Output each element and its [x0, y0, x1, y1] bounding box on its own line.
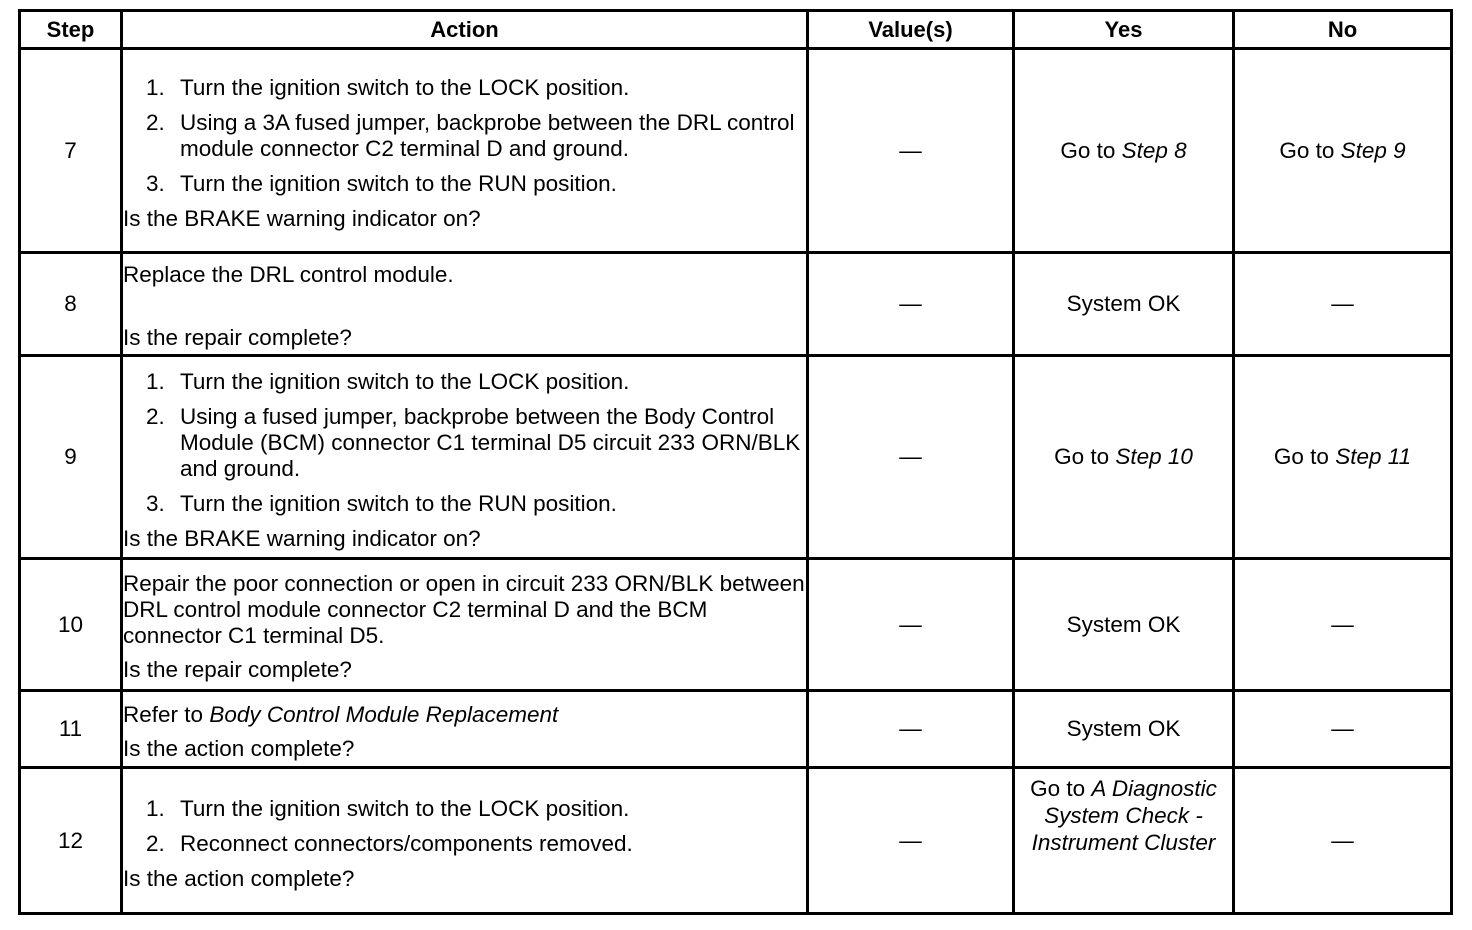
action-cell	[122, 356, 808, 559]
yes-cell: Go to A Diagnostic System Check - Instrument Cluster	[1014, 768, 1234, 914]
value-cell: —	[808, 356, 1014, 559]
no-cell: —	[1234, 559, 1452, 691]
list-item: 2. Using a fused jumper, backprobe between the Body Control Module (BCM) connector C1 terminal D5 circuit 233 ORN/BLK and ground.	[146, 403, 801, 481]
step-number: 10	[20, 559, 122, 691]
step-number: 12	[20, 768, 122, 914]
no-cell: Go to Step 11	[1234, 356, 1452, 559]
question-text: Is the repair complete?	[123, 325, 352, 350]
value-cell: —	[808, 559, 1014, 691]
no-cell: —	[1234, 691, 1452, 768]
step-link[interactable]: Step 10	[1115, 444, 1193, 469]
question-text: Is the action complete?	[123, 735, 355, 761]
action-cell	[122, 253, 808, 356]
yes-cell: Go to Step 8	[1014, 49, 1234, 253]
list-item: 1. Turn the ignition switch to the LOCK position.	[146, 796, 630, 821]
procedure-list	[123, 75, 806, 197]
step-number: 9	[20, 356, 122, 559]
step-number: 8	[20, 253, 122, 356]
list-item: 1. Turn the ignition switch to the LOCK position.	[146, 75, 630, 100]
step-number: 7	[20, 49, 122, 253]
header-action: Action	[122, 11, 808, 49]
procedure-list	[123, 369, 806, 517]
list-item: 3. Turn the ignition switch to the RUN position.	[146, 490, 617, 516]
action-cell	[122, 691, 808, 768]
action-text: Repair the poor connection or open in circuit 233 ORN/BLK between DRL control module connector C2 terminal D and the BCM connector C1 terminal D5.	[123, 571, 805, 648]
action-text: Replace the DRL control module.	[123, 262, 454, 287]
value-cell: —	[808, 691, 1014, 768]
action-cell	[122, 768, 808, 914]
procedure-link[interactable]: Body Control Module Replacement	[209, 701, 559, 727]
table-row-step-11	[20, 691, 1452, 768]
table-row-step-8	[20, 253, 1452, 356]
value-cell: —	[808, 768, 1014, 914]
question-text: Is the BRAKE warning indicator on?	[123, 206, 481, 231]
header-row	[20, 11, 1452, 49]
value-cell: —	[808, 49, 1014, 253]
step-number: 11	[20, 691, 122, 768]
no-cell: —	[1234, 253, 1452, 356]
action-cell	[122, 559, 808, 691]
action-text: Refer to Body Control Module Replacement	[123, 701, 559, 727]
list-item: 3. Turn the ignition switch to the RUN position.	[146, 171, 617, 196]
yes-cell: Go to Step 10	[1014, 356, 1234, 559]
header-values: Value(s)	[808, 11, 1014, 49]
question-text: Is the action complete?	[123, 866, 355, 891]
table-row-step-7	[20, 49, 1452, 253]
yes-cell: System OK	[1014, 253, 1234, 356]
table-row-step-9	[20, 356, 1452, 559]
no-cell: Go to Step 9	[1234, 49, 1452, 253]
header-no: No	[1234, 11, 1452, 49]
question-text: Is the repair complete?	[123, 657, 352, 682]
table-row-step-10	[20, 559, 1452, 691]
header-step: Step	[20, 11, 122, 49]
action-cell	[122, 49, 808, 253]
list-item: 2. Reconnect connectors/components removed.	[146, 831, 633, 856]
step-link[interactable]: Step 11	[1335, 444, 1412, 469]
step-link[interactable]: A Diagnostic System Check - Instrument Cluster	[1031, 776, 1217, 855]
yes-cell: System OK	[1014, 559, 1234, 691]
step-link[interactable]: Step 8	[1121, 137, 1187, 163]
diagnostic-table	[18, 9, 1453, 915]
yes-cell: System OK	[1014, 691, 1234, 768]
no-cell: —	[1234, 768, 1452, 914]
value-cell: —	[808, 253, 1014, 356]
list-item: 1. Turn the ignition switch to the LOCK position.	[146, 368, 630, 394]
header-yes: Yes	[1014, 11, 1234, 49]
procedure-list	[123, 796, 806, 857]
list-item: 2. Using a 3A fused jumper, backprobe between the DRL control module connector C2 terminal D and ground.	[146, 110, 795, 161]
step-link[interactable]: Step 9	[1340, 137, 1406, 163]
table-row-step-12	[20, 768, 1452, 914]
question-text: Is the BRAKE warning indicator on?	[123, 525, 481, 551]
